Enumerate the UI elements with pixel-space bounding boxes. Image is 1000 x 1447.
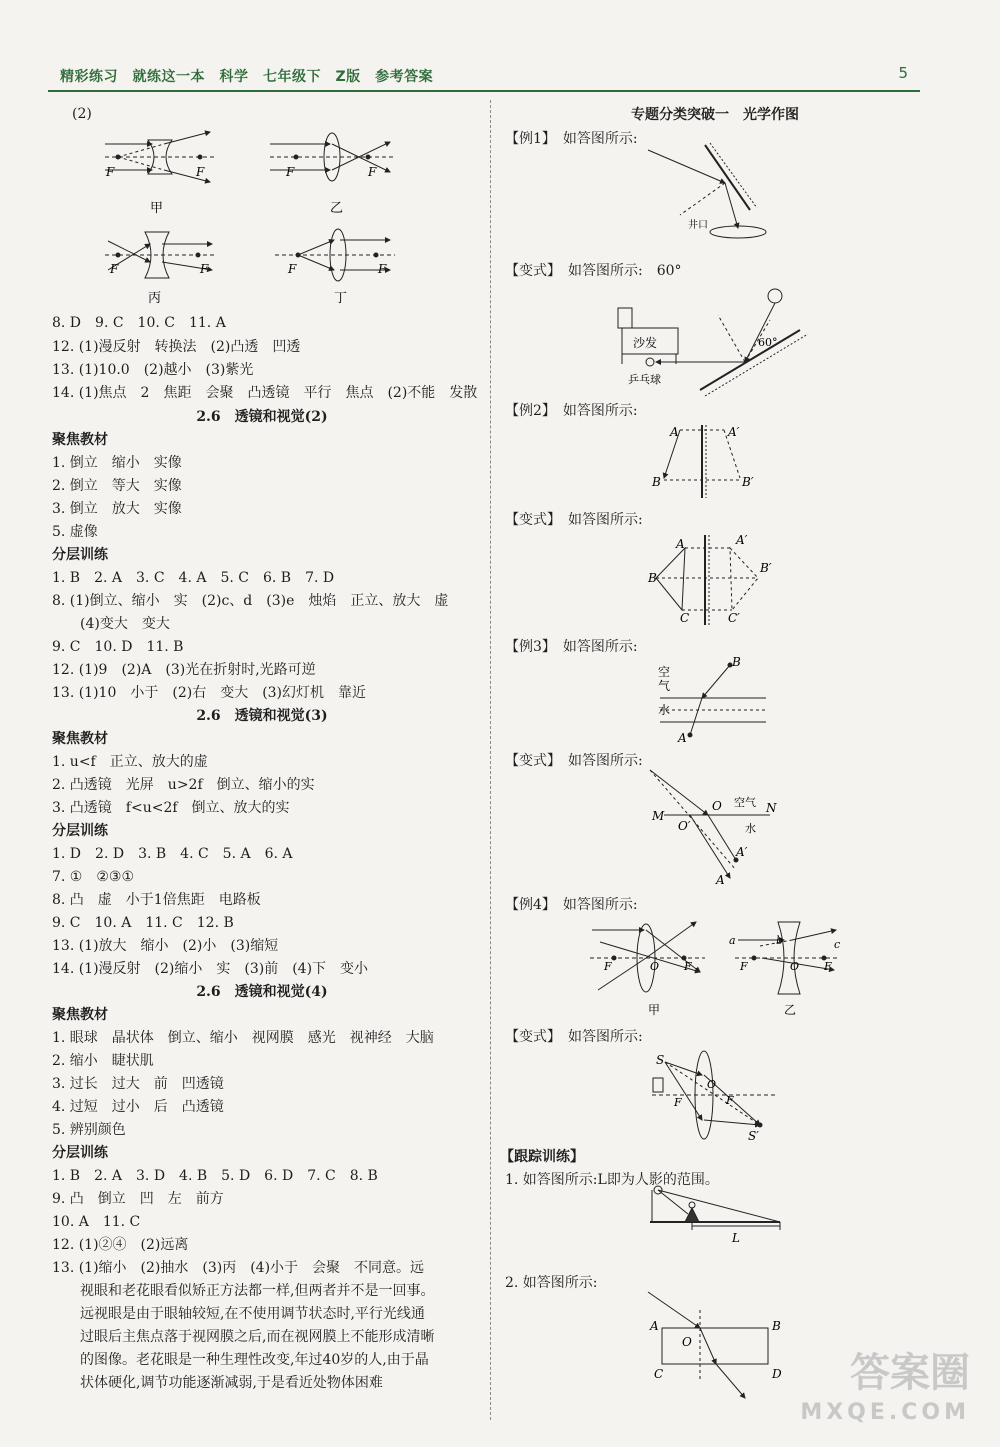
label-F: F — [824, 960, 832, 973]
label-L: L — [732, 1231, 740, 1245]
label-C: C — [654, 1367, 664, 1381]
label-A2: A′ — [728, 425, 740, 439]
answer-line: 5. 辨别颜色 — [52, 1122, 126, 1138]
label-B: B — [772, 1319, 781, 1333]
answer-line: 3. 过长 过大 前 凹透镜 — [52, 1076, 224, 1092]
label-B: B — [648, 571, 657, 585]
example-1: 【例1】 如答图所示: — [505, 131, 638, 147]
label-O2: O′ — [678, 819, 691, 833]
label-M: M — [652, 809, 665, 823]
answer-line: 8. D 9. C 10. C 11. A — [52, 315, 226, 331]
answer-line: 过眼后主焦点落于视网膜之后,而在视网膜上不能形成清晰 — [52, 1329, 435, 1345]
answer-line: 9. C 10. D 11. B — [52, 639, 184, 655]
answer-line: 8. (1)倒立、缩小 实 (2)c、d (3)e 烛焰 正立、放大 虚 — [52, 593, 449, 609]
section-title: 2.6 透镜和视觉(2) — [196, 409, 328, 425]
label-F: F — [726, 1094, 734, 1107]
answer-line: 1. B 2. A 3. D 4. B 5. D 6. D 7. C 8. B — [52, 1168, 378, 1184]
label-water: 水 — [658, 703, 671, 717]
label-sofa: 沙发 — [633, 336, 658, 350]
answer-line: 12. (1)漫反射 转换法 (2)凸透 凹透 — [52, 339, 301, 355]
subsection-focus: 聚焦教材 — [52, 731, 108, 747]
header-title: 精彩练习 就练这一本 科学 七年级下 Z版 参考答案 — [60, 69, 434, 85]
label-F: F — [368, 165, 377, 179]
answer-line: 7. ① ②③① — [52, 869, 135, 885]
answer-line: 13. (1)10.0 (2)越小 (3)紫光 — [52, 362, 254, 378]
label-air2: 气 — [658, 679, 671, 693]
label-well: 井口 — [688, 220, 708, 231]
subsection-train: 分层训练 — [52, 823, 108, 839]
label-F: F — [200, 262, 209, 276]
answer-line: 2. 凸透镜 光屏 u>2f 倒立、缩小的实 — [52, 777, 315, 793]
label-b: b — [776, 934, 784, 947]
watermark-line-2: MXQE.COM — [800, 1400, 970, 1425]
example-4: 【例4】 如答图所示: — [505, 897, 638, 913]
page-number: 5 — [898, 64, 908, 82]
answer-line: 14. (1)漫反射 (2)缩小 实 (3)前 (4)下 变小 — [52, 961, 369, 977]
label-ball: 乒乓球 — [628, 373, 661, 386]
answer-line: 14. (1)焦点 2 焦距 会聚 凸透镜 平行 焦点 (2)不能 发散 — [52, 385, 478, 401]
label-A2: A′ — [736, 533, 748, 547]
answer-line: 13. (1)10 小于 (2)右 变大 (3)幻灯机 靠近 — [52, 685, 367, 701]
label-C2: C′ — [728, 611, 740, 625]
label-F: F — [604, 960, 612, 973]
answer-line: 12. (1)②④ (2)远离 — [52, 1237, 189, 1253]
label-A: A — [676, 537, 685, 551]
track-item-1: 1. 如答图所示:L即为人影的范围。 — [505, 1172, 719, 1188]
label-N: N — [766, 801, 777, 815]
subsection-train: 分层训练 — [52, 1145, 108, 1161]
section-title: 2.6 透镜和视觉(4) — [196, 984, 328, 1000]
answer-line: 视眼和老花眼看似矫正方法都一样,但两者并不是一回事。 — [52, 1283, 435, 1299]
answer-line: 13. (1)放大 缩小 (2)小 (3)缩短 — [52, 938, 279, 954]
answer-line: 2. 缩小 睫状肌 — [52, 1053, 154, 1069]
watermark-line-1: 答案圈 — [850, 1350, 970, 1396]
label-water: 水 — [745, 822, 756, 835]
label-C: C — [680, 611, 690, 625]
answer-line: 3. 凸透镜 f<u<2f 倒立、放大的实 — [52, 800, 290, 816]
answer-line: 10. A 11. C — [52, 1214, 141, 1230]
label-O: O — [682, 1335, 692, 1349]
label-A: A — [670, 425, 679, 439]
subsection-focus: 聚焦教材 — [52, 432, 108, 448]
label-angle: 60° — [758, 336, 778, 349]
label-F: F — [288, 262, 297, 276]
label-F: F — [286, 165, 295, 179]
answer-line: 1. B 2. A 3. C 4. A 5. C 6. B 7. D — [52, 570, 335, 586]
label-S2: S′ — [748, 1129, 759, 1143]
caption-yi: 乙 — [330, 201, 344, 216]
label-O: O — [650, 960, 660, 973]
label-a: a — [729, 934, 736, 947]
answer-line: 1. 眼球 晶状体 倒立、缩小 视网膜 感光 视神经 大脑 — [52, 1030, 434, 1046]
answer-line: 状体硬化,调节功能逐渐减弱,于是看近处物体困难 — [52, 1375, 383, 1391]
label-B: B — [652, 475, 661, 489]
q7-label: (2) — [72, 106, 92, 122]
caption-ding: 丁 — [334, 291, 348, 306]
track-training-heading: 【跟踪训练】 — [500, 1149, 584, 1165]
answer-line: 9. C 10. A 11. C 12. B — [52, 915, 234, 931]
label-B: B — [732, 655, 741, 669]
variant-1: 【变式】 如答图所示: 60° — [505, 263, 682, 279]
answer-line: 1. 倒立 缩小 实像 — [52, 455, 182, 471]
label-F: F — [684, 960, 692, 973]
variant-4: 【变式】 如答图所示: — [505, 1029, 643, 1045]
caption-jia: 甲 — [648, 1003, 661, 1017]
label-A2: A′ — [736, 845, 748, 859]
label-O: O — [707, 1078, 717, 1091]
label-air: 空气 — [734, 796, 756, 809]
label-B2: B′ — [742, 475, 754, 489]
subsection-train: 分层训练 — [52, 547, 108, 563]
label-c: c — [834, 938, 841, 951]
label-O: O — [712, 799, 722, 813]
label-F: F — [110, 262, 119, 276]
answer-line: (4)变大 变大 — [52, 616, 170, 632]
example-3: 【例3】 如答图所示: — [505, 639, 638, 655]
answer-line: 1. D 2. D 3. B 4. C 5. A 6. A — [52, 846, 293, 862]
label-F: F — [378, 262, 387, 276]
variant-3: 【变式】 如答图所示: — [505, 753, 643, 769]
answer-line: 2. 倒立 等大 实像 — [52, 478, 182, 494]
label-F: F — [196, 165, 205, 179]
watermark-logo — [790, 1350, 970, 1425]
label-D: D — [772, 1367, 782, 1381]
label-A: A — [650, 1319, 659, 1333]
answer-line: 12. (1)9 (2)A (3)光在折射时,光路可逆 — [52, 662, 316, 678]
label-A: A — [716, 873, 725, 887]
answer-line: 1. u<f 正立、放大的虚 — [52, 754, 208, 770]
caption-bing: 丙 — [148, 291, 162, 306]
right-section-title: 专题分类突破一 光学作图 — [631, 107, 799, 123]
label-F: F — [740, 960, 748, 973]
answer-line: 4. 过短 过小 后 凸透镜 — [52, 1099, 224, 1115]
track-item-2: 2. 如答图所示: — [505, 1275, 598, 1291]
label-B2: B′ — [760, 561, 772, 575]
label-F: F — [674, 1096, 682, 1109]
label-air1: 空 — [658, 665, 671, 679]
answer-line: 3. 倒立 放大 实像 — [52, 501, 182, 517]
answer-line: 8. 凸 虚 小于1倍焦距 电路板 — [52, 892, 261, 908]
variant-2: 【变式】 如答图所示: — [505, 512, 643, 528]
label-O: O — [790, 960, 800, 973]
caption-yi: 乙 — [784, 1003, 797, 1017]
label-F: F — [106, 165, 115, 179]
label-A: A — [678, 731, 687, 745]
answer-line: 9. 凸 倒立 凹 左 前方 — [52, 1191, 224, 1207]
example-2: 【例2】 如答图所示: — [505, 403, 638, 419]
subsection-focus: 聚焦教材 — [52, 1007, 108, 1023]
label-S: S — [656, 1053, 665, 1067]
answer-line: 远视眼是由于眼轴较短,在不使用调节状态时,平行光线通 — [52, 1306, 425, 1322]
answer-line: 的图像。老花眼是一种生理性改变,年过40岁的人,由于晶 — [52, 1352, 429, 1368]
answer-line: 5. 虚像 — [52, 524, 98, 540]
caption-jia: 甲 — [150, 201, 164, 216]
answer-line: 13. (1)缩小 (2)抽水 (3)丙 (4)小于 会聚 不同意。远 — [52, 1260, 425, 1276]
section-title: 2.6 透镜和视觉(3) — [196, 708, 328, 724]
